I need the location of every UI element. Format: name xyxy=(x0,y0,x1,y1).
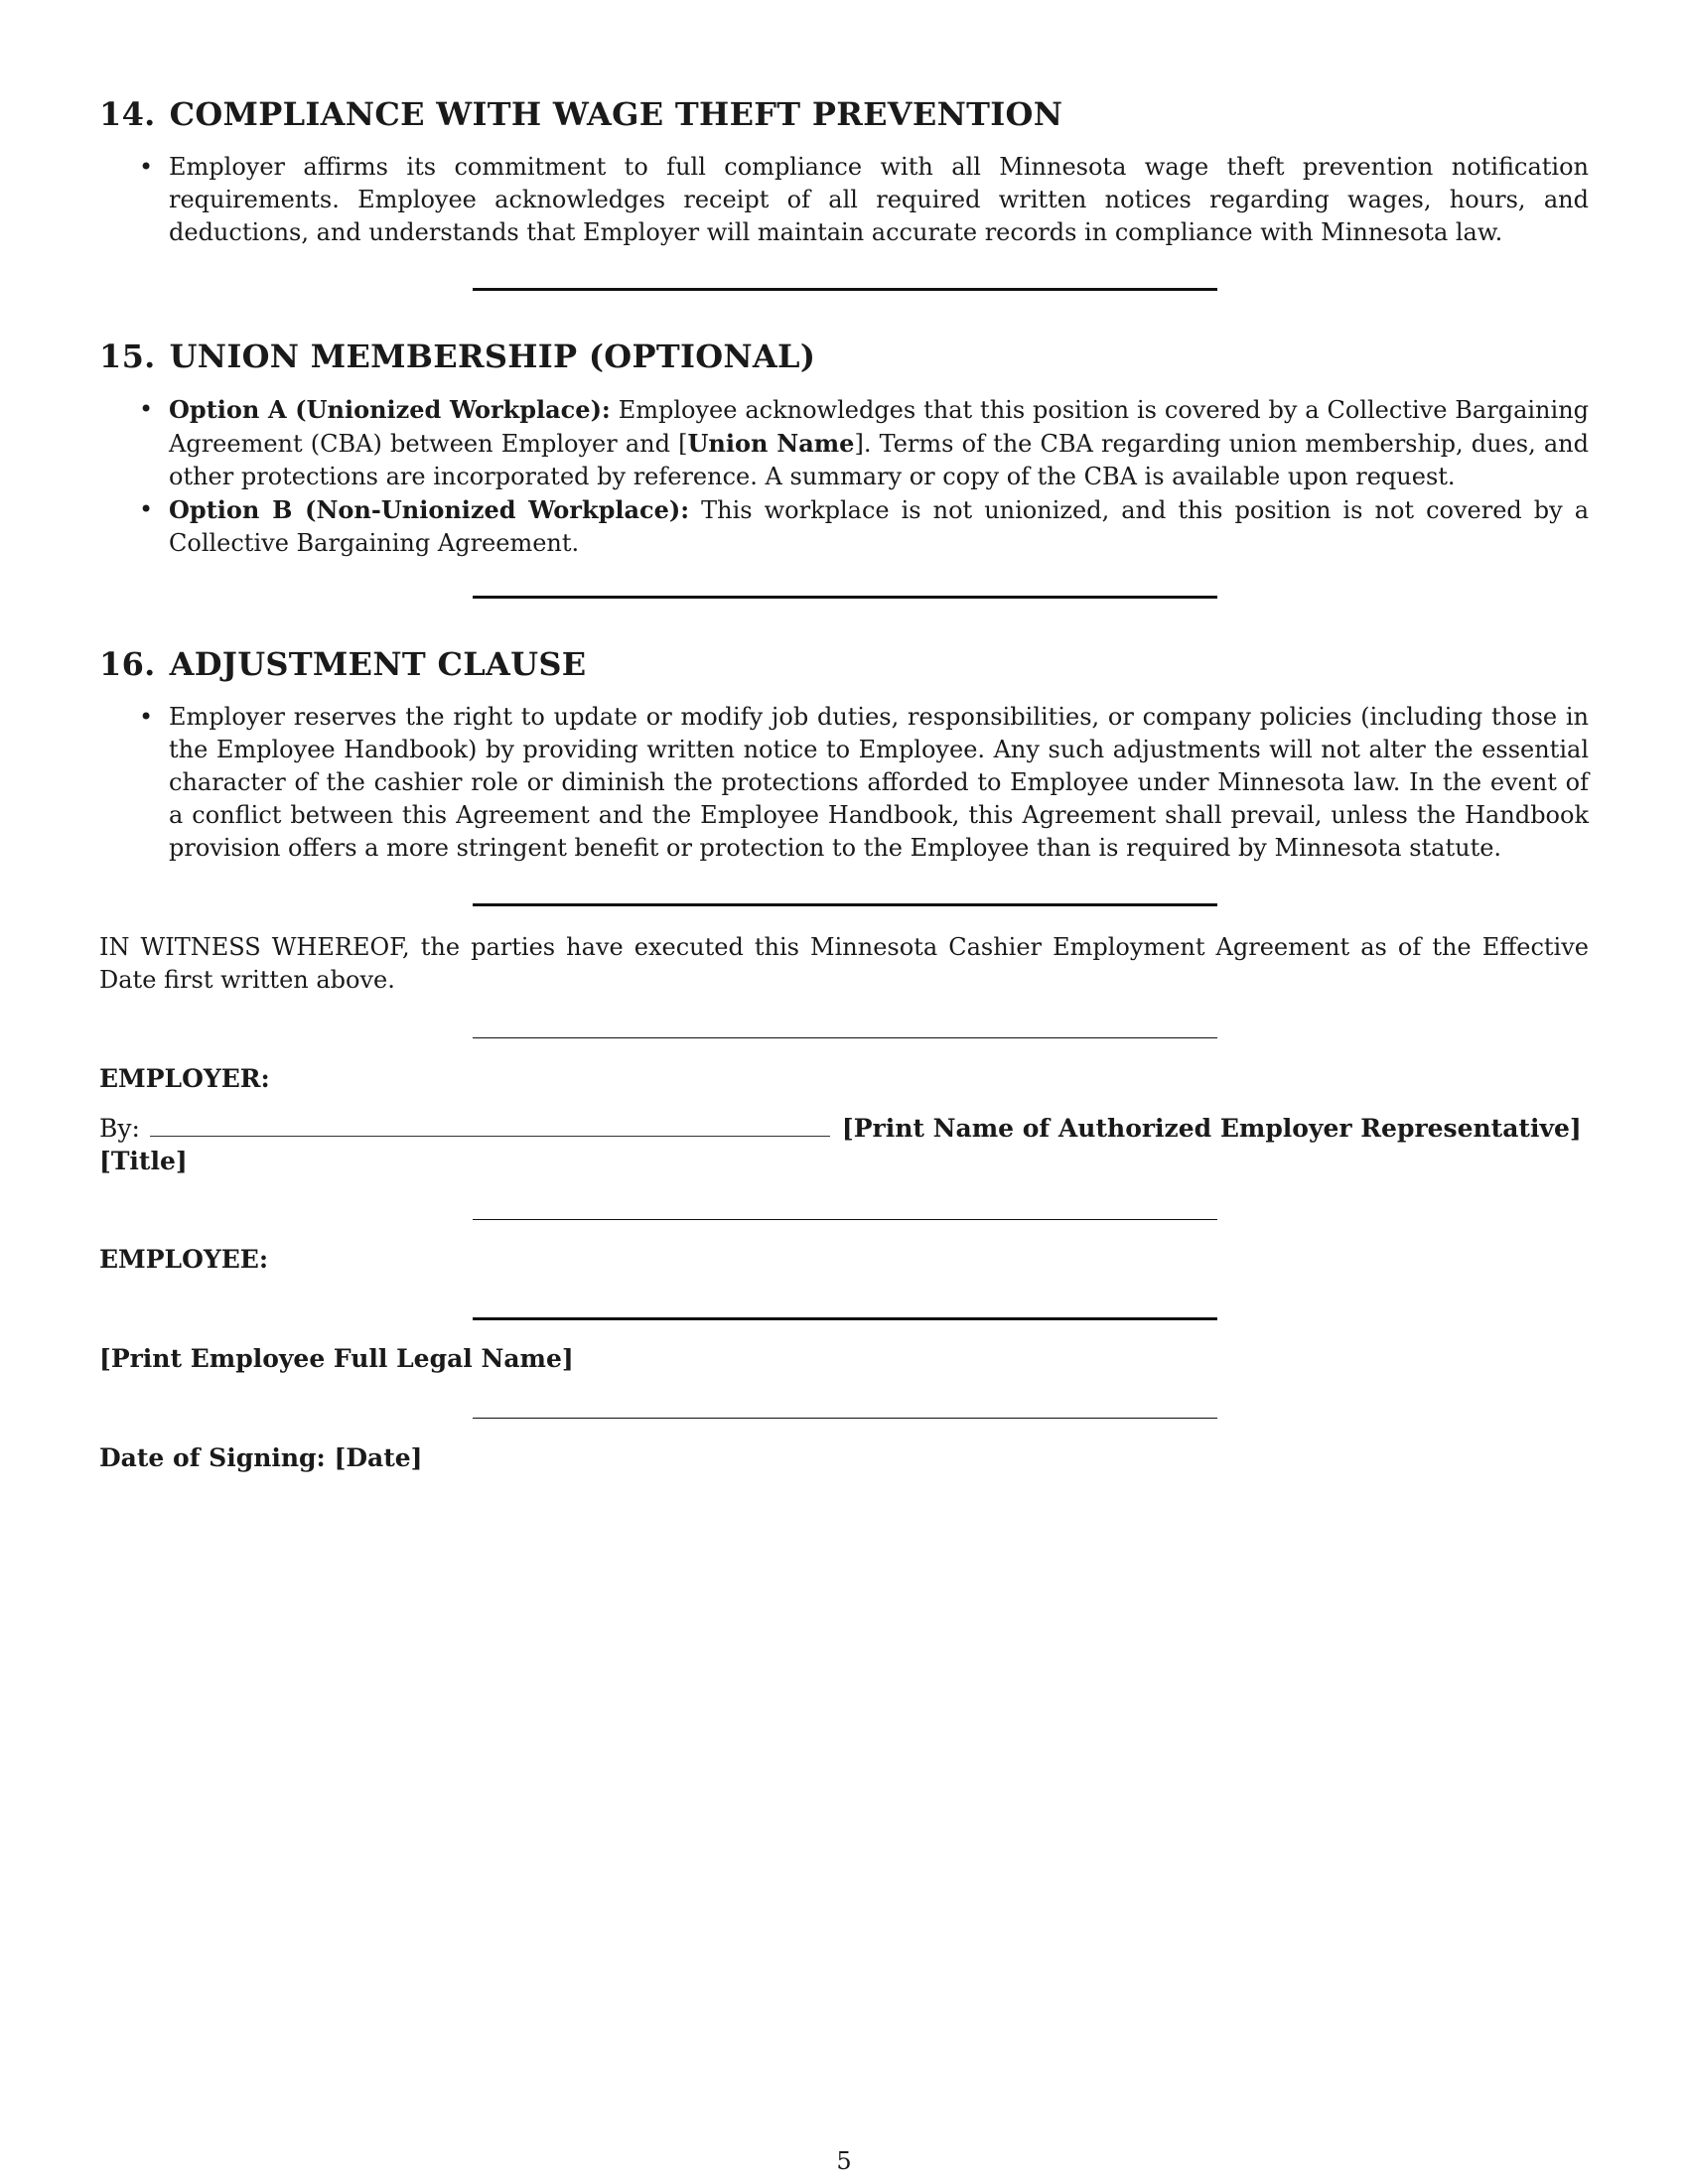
section-16-title: ADJUSTMENT CLAUSE xyxy=(169,645,587,683)
section-15-number: 15. xyxy=(99,338,156,375)
section-divider xyxy=(473,596,1217,599)
employee-label: EMPLOYEE: xyxy=(99,1245,269,1274)
section-divider xyxy=(473,288,1217,291)
option-a-label: Option A (Unionized Workplace): xyxy=(169,395,611,424)
section-14-bullet: • Employer affirms its commitment to full compliance with all Minnesota wage theft prevention notification requirements. Employee acknowledges receipt of all required written notices regarding wages, hours, and deductions, and understands that Employer will maintain accurate records in compliance with Minnesota law. xyxy=(99,151,1589,249)
signature-divider xyxy=(473,1418,1217,1419)
date-of-signing-label: Date of Signing: xyxy=(99,1443,326,1472)
section-16-number: 16. xyxy=(99,645,156,683)
employee-signature-line[interactable] xyxy=(473,1317,1217,1320)
section-15-heading xyxy=(99,338,815,375)
section-14-heading xyxy=(99,95,1062,133)
section-15-title: UNION MEMBERSHIP (OPTIONAL) xyxy=(169,338,816,375)
section-15-option-b xyxy=(99,493,1589,560)
employer-label: EMPLOYER: xyxy=(99,1064,270,1093)
section-16-bullet: • Employer reserves the right to update or modify job duties, responsibilities, or company policies (including those in the Employee Handbook) by providing written notice to Employee. Any such adjustments will not alter the essential character of the cashier role or diminish the protections afforded to Employee under Minnesota law. In the event of a conflict between this Agreement and the Employee Handbook, this Agreement shall prevail, unless the Handbook provision offers a more stringent benefit or protection to the Employee than is required by Minnesota statute. xyxy=(99,701,1589,865)
employer-title-placeholder: [Title] xyxy=(99,1147,188,1175)
section-15-list xyxy=(99,393,1589,560)
employee-name-placeholder: [Print Employee Full Legal Name] xyxy=(99,1344,574,1373)
option-a-text-2: ]. Terms of the CBA regarding union membership, dues, and other protections are incorporated by reference. A summary or copy of the CBA is available upon request. xyxy=(169,430,1589,490)
section-divider xyxy=(473,903,1217,906)
section-16-list xyxy=(99,701,1589,865)
option-b-text: This workplace is not unionized, and this position is not covered by a Collective Bargaining Agreement. xyxy=(169,496,1590,557)
date-of-signing xyxy=(99,1443,422,1472)
section-14-number: 14. xyxy=(99,95,156,133)
option-a-text-1: Employee acknowledges that this position is covered by a Collective Bargaining Agreement (CBA) between Employer and [ xyxy=(169,396,1590,458)
section-14-title: COMPLIANCE WITH WAGE THEFT PREVENTION xyxy=(169,95,1063,133)
section-15-option-a xyxy=(99,393,1589,493)
union-name-placeholder: Union Name xyxy=(687,429,855,458)
date-placeholder: [Date] xyxy=(334,1443,423,1472)
employer-signature-line xyxy=(99,1112,1589,1145)
section-14-list xyxy=(99,151,1589,249)
signature-divider xyxy=(473,1037,1217,1038)
signature-divider xyxy=(473,1219,1217,1220)
page-number: 5 xyxy=(836,2147,852,2175)
employer-representative-placeholder: [Print Name of Authorized Employer Representative] xyxy=(841,1114,1582,1143)
witness-statement: IN WITNESS WHEREOF, the parties have executed this Minnesota Cashier Employment Agreement as of the Effective Date first written above. xyxy=(99,933,1589,994)
document-page xyxy=(99,0,1589,2184)
employer-signature-field[interactable] xyxy=(150,1116,830,1137)
by-label: By: xyxy=(99,1114,140,1143)
section-16-heading xyxy=(99,645,586,683)
option-b-label: Option B (Non-Unionized Workplace): xyxy=(169,495,690,524)
